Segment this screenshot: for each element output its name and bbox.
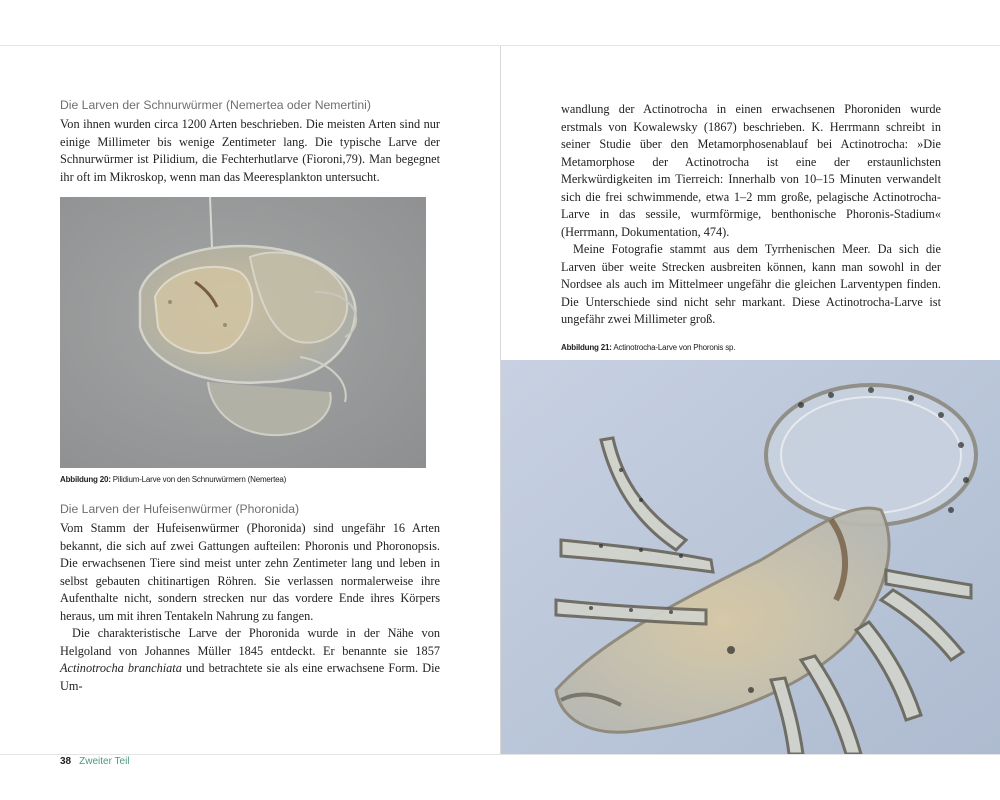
section-heading-phoronida: Die Larven der Hufeisenwürmer (Phoronida) xyxy=(60,502,300,516)
left-page xyxy=(0,46,500,767)
figure-caption-20 xyxy=(60,475,286,484)
body-text-nemertea xyxy=(60,116,440,186)
right-page xyxy=(501,46,1000,754)
figure-caption-21 xyxy=(561,343,735,352)
part-label: Zweiter Teil xyxy=(79,756,130,767)
figure-text: Actinotrocha-Larve von Phoronis sp. xyxy=(613,343,736,352)
section-heading-nemertea: Die Larven der Schnurwürmer (Nemertea oder Nemertini) xyxy=(60,98,371,112)
paragraph: Meine Fotografie stammt aus dem Tyrrhenischen Meer. Da sich die Larven über weite Strecken ausbreiten können, kann man sowohl in der Nordsee als auch im Mittelmeer ungefähr die gleichen Larventypen finden. Die Unterschiede sind nicht sehr markant. Diese Actinotrocha-Larve ist ungefähr zwei Millimeter groß. xyxy=(561,242,941,326)
figure-text: Pilidium-Larve von den Schnurwürmern (Nemertea) xyxy=(112,475,287,484)
page-footer xyxy=(60,756,130,767)
italic-species-name: Actinotrocha branchiata xyxy=(60,661,182,675)
photo-actinotrocha-larva xyxy=(501,360,1000,754)
body-text-actinotrocha xyxy=(561,101,941,329)
page-bottom-edge xyxy=(0,754,1000,755)
photo-pilidium-larva xyxy=(60,197,426,468)
figure-label: Abbildung 21: xyxy=(561,343,612,352)
paragraph: Von ihnen wurden circa 1200 Arten beschrieben. Die meisten Arten sind nur einige Millimeter bis wenige Zentimeter lang. Die typische Larve der Schnurwürmer ist Pilidium, die Fechterhutlarve (Fioroni,79). Man begegnet ihr oft im Mikroskop, wenn man das Meeresplankton untersucht. xyxy=(60,117,440,184)
figure-label: Abbildung 20: xyxy=(60,475,111,484)
paragraph xyxy=(60,625,440,695)
body-text-phoronida xyxy=(60,520,440,695)
paragraph: wandlung der Actinotrocha in einen erwachsenen Phoroniden wurde erstmals von Kowalewsky (1867) beschrieben. K. Herrmann schreibt in seiner Studie über den Metamorphosenablauf bei Actinotrocha: »Die Metamorphose der Actinotrocha ist eine der erstaunlichsten Merkwürdigkeiten im Tierreich: Innerhalb von 10–15 Minuten verwandelt sich die frei schwimmende, etwa 1–2 mm große, pelagische Actinotrocha-Larve in das sessile, wurmförmige, benthonische Phoronis-Stadium« (Herrmann, Dokumentation, 474). xyxy=(561,102,941,239)
text-run: und betrachtete sie als eine erwachsene Form. Die Um- xyxy=(60,661,440,693)
page-number: 38 xyxy=(60,756,72,767)
paragraph: Vom Stamm der Hufeisenwürmer (Phoronida) sind ungefähr 16 Arten bekannt, die sich auf zwei Gattungen aufteilen: Phoronis und Phoronopsis. Die erwachsenen Tiere sind meist unter zehn Zentimeter lang und leben in selbst gebauten chitinartigen Röhren. Sie verlassen normalerweise ihre Aufenthalte nicht, sondern strecken nur das vordere Ende ihres Körpers heraus, um mit ihren Tentakeln Nahrung zu fangen. xyxy=(60,521,440,623)
text-run: Die charakteristische Larve der Phoronida wurde in der Nähe von Helgoland von Johannes Müller 1845 entdeckt. Er benannte sie 1857 xyxy=(60,626,440,658)
